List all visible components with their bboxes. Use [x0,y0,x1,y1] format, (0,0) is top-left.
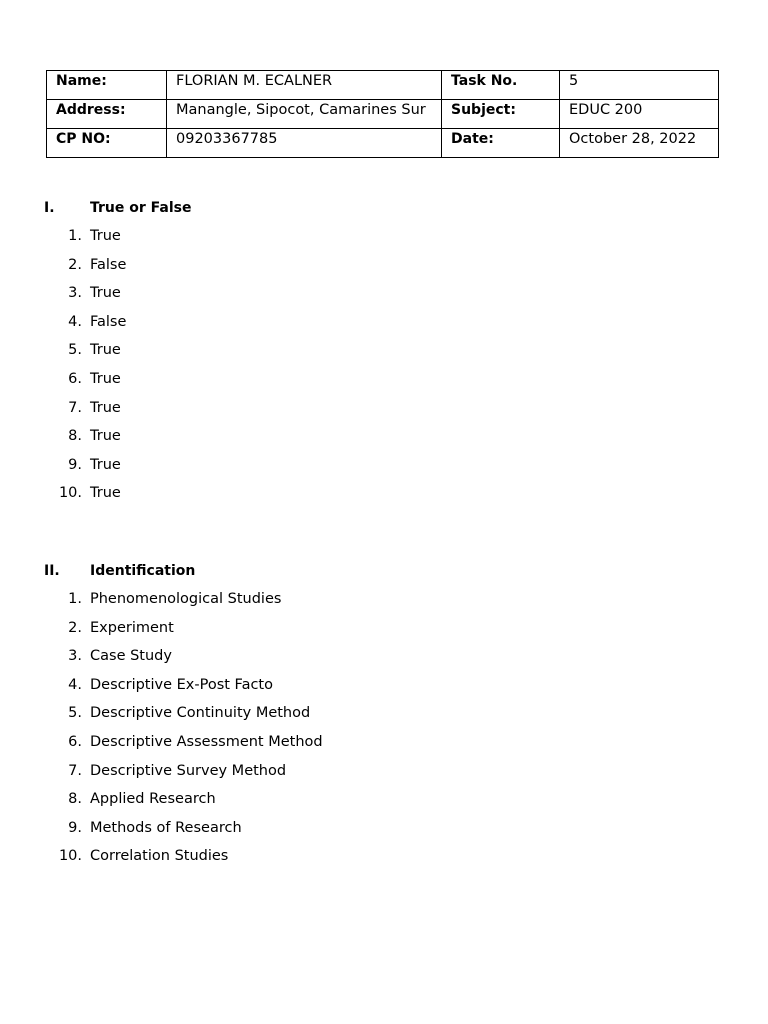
item-answer: True [90,342,121,359]
item-answer: True [90,285,121,302]
item-number: 4. [68,676,82,693]
date-label: Date: [442,129,560,158]
item-number: 2. [68,256,82,273]
subject-value: EDUC 200 [560,100,719,129]
item-number: 1. [68,591,82,607]
item-number: 10. [58,485,82,502]
task-label: Task No. [442,71,560,100]
item-answer: Case Study [90,648,172,665]
item-number: 5. [68,342,82,359]
item-answer: Experiment [90,619,174,636]
item-answer: True [90,428,121,445]
item-number: 2. [68,619,82,636]
item-answer: Descriptive Ex-Post Facto [90,676,273,693]
item-number: 7. [68,399,82,416]
item-answer: Phenomenological Studies [90,591,282,607]
date-value: October 28, 2022 [560,129,719,158]
item-answer: True [90,399,121,416]
info-row-cp [47,129,719,158]
item-number: 1. [68,228,82,244]
item-answer: Descriptive Continuity Method [90,705,311,722]
item-number: 7. [68,762,82,779]
name-value: FLORIAN M. ECALNER [167,71,442,100]
item-number: 9. [68,456,82,473]
info-row-address [47,100,719,129]
item-number: 8. [68,428,82,445]
address-label: Address: [47,100,167,129]
item-answer: Descriptive Assessment Method [90,733,323,750]
item-answer: False [90,313,127,330]
subject-label: Subject: [442,100,560,129]
item-answer: True [90,456,121,473]
cp-value: 09203367785 [167,129,442,158]
student-info-table [46,70,719,158]
item-answer: True [90,228,121,244]
item-number: 10. [58,848,82,865]
info-row-name [47,71,719,100]
section-numeral: II. [44,563,60,579]
task-value: 5 [560,71,719,100]
item-number: 3. [68,648,82,665]
section-title: True or False [90,200,192,216]
item-answer: False [90,256,127,273]
item-answer: Applied Research [90,791,216,808]
address-value: Manangle, Sipocot, Camarines Sur [167,100,442,129]
section-numeral: I. [44,200,55,216]
item-number: 8. [68,791,82,808]
item-answer: Methods of Research [90,819,242,836]
item-answer: True [90,370,121,387]
item-number: 4. [68,313,82,330]
section-title: Identification [90,563,196,579]
item-answer: True [90,485,121,502]
item-number: 3. [68,285,82,302]
item-number: 5. [68,705,82,722]
item-number: 9. [68,819,82,836]
cp-label: CP NO: [47,129,167,158]
item-answer: Correlation Studies [90,848,229,865]
item-number: 6. [68,370,82,387]
name-label: Name: [47,71,167,100]
item-answer: Descriptive Survey Method [90,762,287,779]
item-number: 6. [68,733,82,750]
